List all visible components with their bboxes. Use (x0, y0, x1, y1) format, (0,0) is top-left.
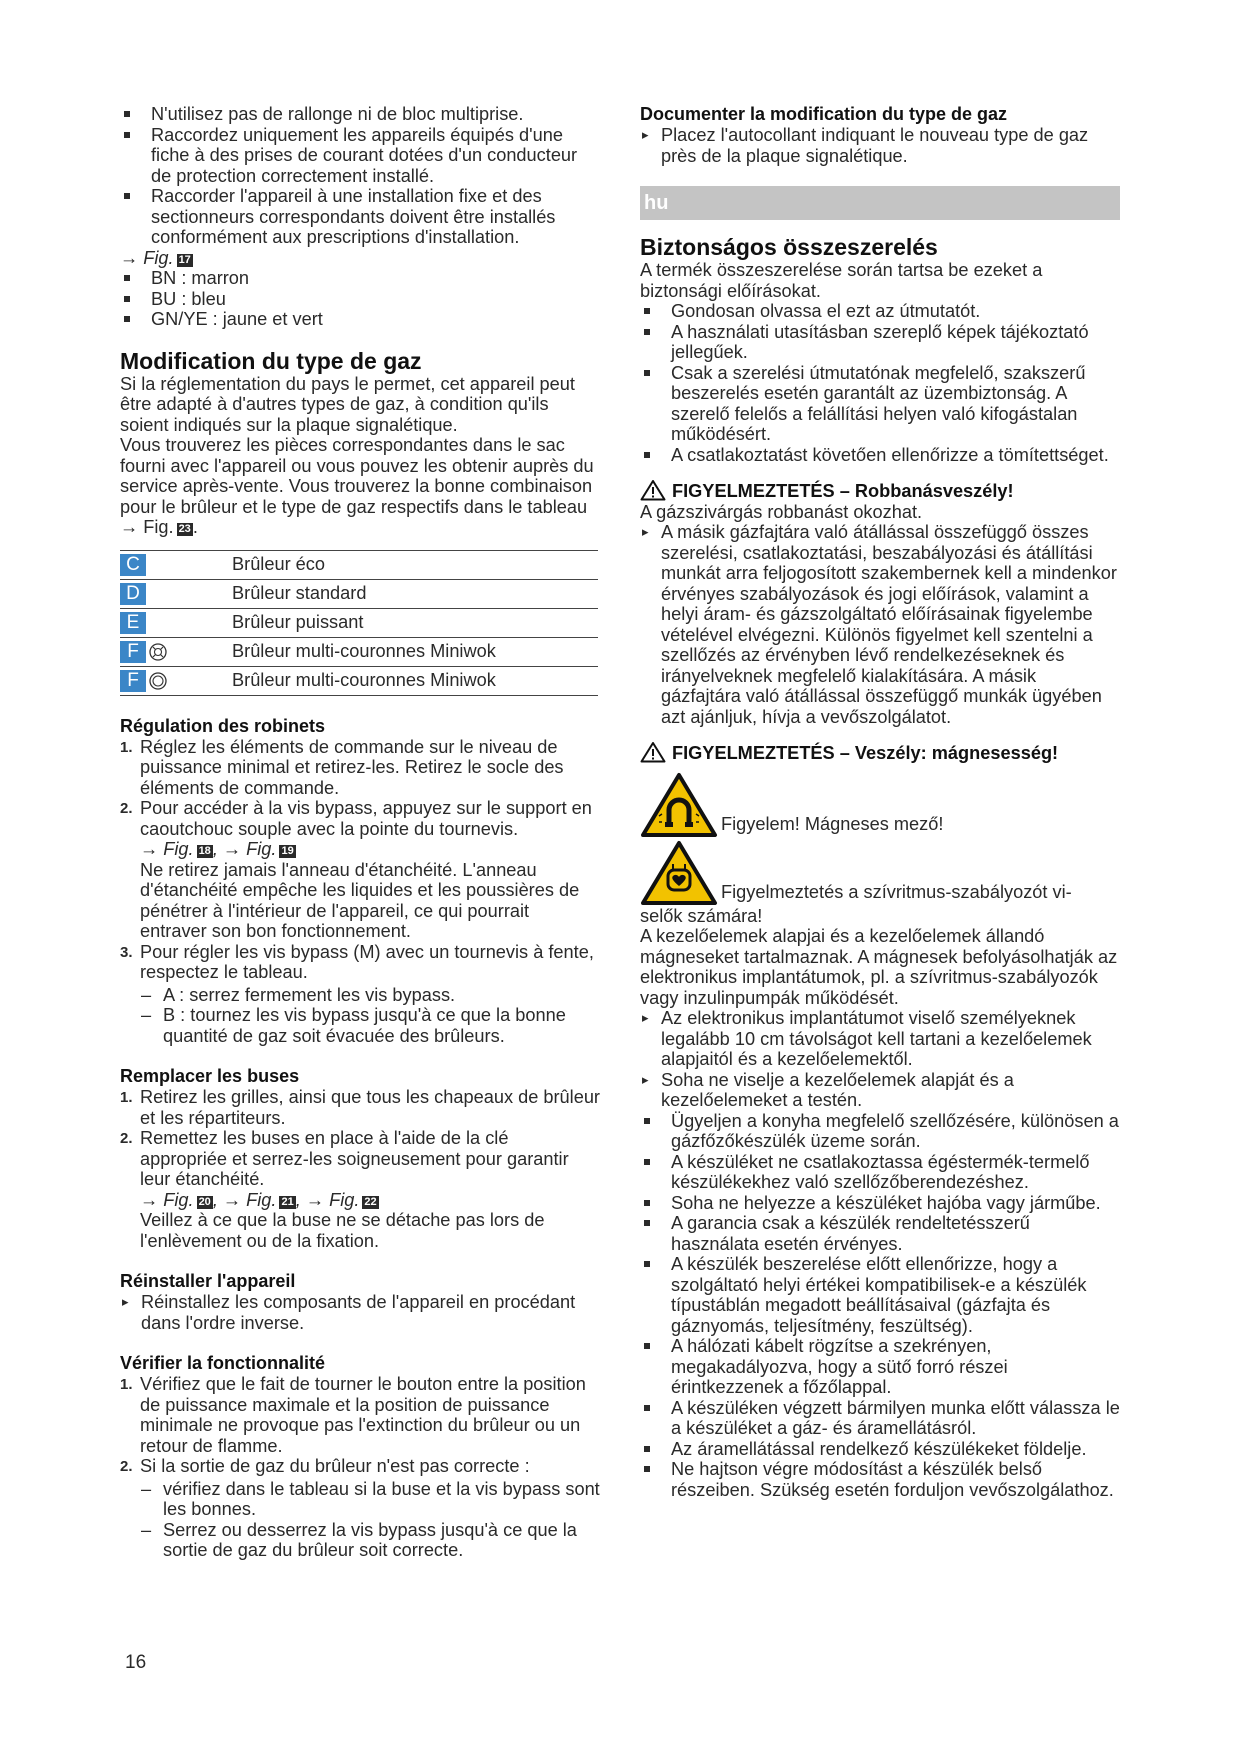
list-item: BU : bleu (120, 289, 600, 310)
burner-code-cell (120, 666, 232, 695)
magnetic-field-sign-text: Figyelem! Mágneses mező! (721, 814, 944, 834)
fig22-badge: 22 (364, 1195, 377, 1208)
pacemaker-warning-sign-icon (640, 840, 718, 906)
list-item (120, 942, 600, 1047)
explosion-warning-heading (640, 479, 1120, 502)
step-note: Veillez à ce que la buse ne se détache pas lors de l'enlèvement ou de la fixation. (140, 1210, 545, 1251)
wire-color-list (120, 268, 600, 330)
regulation-heading: Régulation des robinets (120, 715, 326, 736)
verify-sub-list (140, 1479, 600, 1561)
burner-code-cell (120, 550, 232, 579)
nozzles-steps (120, 1087, 600, 1251)
magnet-para: A kezelőelemek alapjai és a kezelőelemek állandó mágneseket tartalmaznak. A mágnesek befolyásolhatják az elektronikus implantátumok, pl. a szívritmus-szabályozók vagy inzulinpumpák működését. (640, 926, 1118, 1008)
list-item: – vérifiez dans le tableau si la buse et la vis bypass sont les bonnes. (140, 1479, 600, 1520)
table-row (120, 637, 598, 666)
list-item: ▸ Soha ne viselje a kezelőelemek alapját és a kezelőelemeket a testén. (640, 1070, 1120, 1111)
fig-separator: , → Fig. (212, 1189, 277, 1210)
list-item: A használati utasításban szereplő képek tájékoztató jellegűek. (640, 322, 1120, 363)
list-item: Ügyeljen a konyha megfelelő szellőzésére, különösen a gázfőzőkészülék üzeme során. (640, 1111, 1120, 1152)
document-list (640, 125, 1120, 166)
period: . (192, 517, 198, 537)
pacemaker-sign-text-end: selők számára! (640, 905, 763, 926)
list-item: A hálózati kábelt rögzítse a szekrényen, megakadályozva, hogy a sütő forró részei érintkezzenek a főzőlappal. (640, 1336, 1120, 1398)
fig-refs (140, 839, 600, 860)
list-item: Réglez les éléments de commande sur le niveau de puissance minimal et retirez-les. Retirez le socle des éléments de commande. (140, 736, 564, 798)
step-text: Si la sortie de gaz du brûleur n'est pas correcte : (140, 1456, 530, 1476)
burner-label-cell: Brûleur multi-couronnes Miniwok (232, 666, 598, 695)
fig-prefix: → Fig. (140, 839, 194, 859)
burner-code-cell (120, 608, 232, 637)
explosion-warning-intro: A gázszivárgás robbanást okozhat. (640, 501, 923, 522)
list-item: Gondosan olvassa el ezt az útmutatót. (640, 301, 1120, 322)
burner-code-badge: F (120, 670, 146, 692)
step-text: Pour accéder à la vis bypass, appuyez sur le support en caoutchouc souple avec la pointe du tournevis. (140, 798, 592, 839)
burner-code-badge: F (120, 641, 146, 663)
list-item: ▸ Réinstallez les composants de l'appareil en procédant dans l'ordre inverse. (120, 1292, 600, 1333)
burner-label-cell: Brûleur éco (232, 550, 598, 579)
magnet-warning-heading (640, 741, 1120, 764)
fig20-badge: 20 (198, 1195, 211, 1208)
list-item: Raccordez uniquement les appareils équipés d'une fiche à des prises de courant dotées d'un conducteur de protection correctement installé. (120, 125, 600, 187)
burner-code-cell (120, 579, 232, 608)
warning-triangle-icon (640, 479, 666, 501)
final-bullets (640, 1111, 1120, 1501)
step-text: Remettez les buses en place à l'aide de la clé appropriée et serrez-les soigneusement pour garantir leur étanchéité. (140, 1128, 569, 1189)
burner-code-badge: C (120, 554, 146, 576)
list-item: – B : tournez les vis bypass jusqu'à ce que la bonne quantité de gaz soit évacuée des brûleurs. (140, 1005, 600, 1046)
fig-separator: , → Fig. (295, 1189, 360, 1210)
list-item: N'utilisez pas de rallonge ni de bloc multiprise. (120, 104, 600, 125)
fig17-prefix: → Fig. (120, 247, 174, 268)
list-item (120, 1456, 600, 1561)
burner-code-badge: E (120, 612, 146, 634)
list-item: A készüléken végzett bármilyen munka előtt válassza le a készüléket a gáz- és áramellátásról. (640, 1398, 1120, 1439)
list-item: Vérifiez que le fait de tourner le bouton entre la position de puissance maximale et la position de puissance minimale ne provoque pas l'extinction du brûleur ou un retour de flamme. (140, 1374, 586, 1456)
nozzles-heading: Remplacer les buses (120, 1066, 300, 1086)
step3-sub-list (140, 985, 600, 1047)
fig19-badge: 19 (281, 845, 294, 857)
safety-heading: Biztonságos összeszerelés (640, 234, 938, 260)
explosion-warning-title: FIGYELMEZTETÉS – Robbanásveszély! (672, 481, 1014, 501)
intro-bullet-list (120, 104, 600, 248)
list-item: Csak a szerelési útmutatónak megfelelő, szakszerű beszerelés esetén garantált az üzembiztonság. A szerelő felelős a felállítási helyen való kifogástalan működésért. (640, 363, 1120, 445)
fig23-badge: 23 (178, 523, 191, 535)
list-item (120, 1128, 600, 1251)
fig-refs (140, 1190, 600, 1211)
list-item: BN : marron (120, 268, 600, 289)
reinstall-heading: Réinstaller l'appareil (120, 1271, 296, 1291)
list-item: GN/YE : jaune et vert (120, 309, 600, 330)
burner-label-cell: Brûleur multi-couronnes Miniwok (232, 637, 598, 666)
regulation-steps (120, 737, 600, 1047)
table-row (120, 550, 598, 579)
modification-para2 (120, 435, 600, 538)
list-item: Retirez les grilles, ainsi que tous les chapeaux de brûleur et les répartiteurs. (140, 1087, 600, 1128)
list-item: ▸ Az elektronikus implantátumot viselő személyeknek legalább 10 cm távolságot kell tartani a kezelőelemek alapjaitól és a kezelőelemektől. (640, 1008, 1120, 1070)
reinstall-list (120, 1292, 600, 1333)
document-heading: Documenter la modification du type de gaz (640, 104, 1008, 124)
pacemaker-sign-text-start: Figyelmeztetés a szívritmus-szabályozót vi- (721, 882, 1072, 902)
list-item: Az áramellátással rendelkező készülékeket földelje. (640, 1439, 1120, 1460)
burner-code-badge: D (120, 583, 146, 605)
modification-para2-text: Vous trouverez les pièces correspondantes dans le sac fourni avec l'appareil ou vous pouvez les obtenir auprès du service après-vente. Vous trouverez la bonne combinaison pour le brûleur et le type de gaz respectifs dans le tableau → Fig. (120, 435, 594, 537)
multi-crown-burner-icon (148, 642, 168, 662)
list-item: ▸ Placez l'autocollant indiquant le nouveau type de gaz près de la plaque signalétique. (640, 125, 1120, 166)
explosion-warning-list (640, 522, 1120, 727)
safety-bullets (640, 301, 1120, 465)
step-text: Pour régler les vis bypass (M) avec un tournevis à fente, respectez le tableau. (140, 941, 594, 982)
list-item: A garancia csak a készülék rendeltetésszerű használata esetén érvényes. (640, 1213, 1120, 1254)
list-item (120, 798, 600, 942)
list-item: – Serrez ou desserrez la vis bypass jusqu'à ce que la sortie de gaz du brûleur soit correcte. (140, 1520, 600, 1561)
modification-heading: Modification du type de gaz (120, 347, 422, 374)
table-row (120, 579, 598, 608)
left-column (120, 104, 600, 1561)
page-number: 16 (125, 1652, 147, 1673)
burner-label-cell: Brûleur puissant (232, 608, 598, 637)
list-item: A készülék beszerelése előtt ellenőrizze, hogy a szolgáltató helyi értékei kompatibilisek-e a készülék típustáblán megadott beállításaival (gázfajta és gáznyomás, teljesítmény, feszültség). (640, 1254, 1120, 1336)
fig18-badge: 18 (198, 845, 211, 857)
table-row (120, 608, 598, 637)
fig17-badge: 17 (178, 253, 191, 266)
verify-steps (120, 1374, 600, 1561)
list-item: ▸ A másik gázfajtára való átállással összefüggő összes szerelési, csatlakoztatási, beszabályozási és átállítási munkát arra feljogosított szakembernek kell a mindenkor érvényes szabályozások és jogi előírások, valamint a helyi áram- és gázszolgáltató előírásainak figyelembe vételével elvégezni. Különös figyelmet kell szentelni a szellőzés az érvényben lévő rendelkezéseknek és irányelveknek megfelelő kialakítására. A másik gázfajtára való átállással összefüggő munkák ügyében azt ajánljuk, hívja a vevőszolgálatot. (640, 522, 1120, 727)
magnet-warning-title: FIGYELMEZTETÉS – Veszély: mágnesesség! (672, 743, 1059, 763)
modification-para1: Si la réglementation du pays le permet, cet appareil peut être adapté à d'autres types de gaz, à condition qu'ils soient indiqués sur la plaque signalétique. (120, 373, 575, 435)
list-item: Raccorder l'appareil à une installation fixe et des sectionneurs correspondants doivent être installés conformément aux prescriptions d'installation. (120, 186, 600, 248)
fig21-badge: 21 (281, 1195, 294, 1208)
warning-triangle-icon (640, 741, 666, 763)
fig-separator: , → Fig. (212, 839, 277, 859)
right-column (640, 104, 1120, 1500)
magnetic-field-sign-row (640, 772, 1120, 838)
table-row (120, 666, 598, 695)
burner-label-cell: Brûleur standard (232, 579, 598, 608)
pacemaker-sign-row (640, 840, 1120, 906)
fig-prefix: → Fig. (140, 1189, 194, 1210)
step-note: Ne retirez jamais l'anneau d'étanchéité. L'anneau d'étanchéité empêche les liquides et les poussières de pénétrer à l'intérieur de l'appareil, ce qui pourrait entraver son bon fonctionnement. (140, 859, 580, 941)
list-item: – A : serrez fermement les vis bypass. (140, 985, 600, 1006)
burner-table (120, 550, 598, 696)
burner-code-cell (120, 637, 232, 666)
list-item: A készüléket ne csatlakoztassa égéstermék-termelő készülékekhez való szellőzőberendezéshez. (640, 1152, 1120, 1193)
safety-intro: A termék összeszerelése során tartsa be ezeket a biztonsági előírásokat. (640, 260, 1043, 301)
verify-heading: Vérifier la fonctionnalité (120, 1353, 326, 1373)
fig17-ref (120, 248, 600, 269)
language-bar: hu (640, 186, 1120, 220)
list-item: Soha ne helyezze a készüléket hajóba vagy járműbe. (640, 1193, 1120, 1214)
magnetic-field-sign-icon (640, 772, 718, 838)
list-item: A csatlakoztatást követően ellenőrizze a tömítettséget. (640, 445, 1120, 466)
wok-burner-icon (148, 671, 168, 691)
list-item: Ne hajtson végre módosítást a készülék belső részeiben. Szükség esetén forduljon vevőszolgálathoz. (640, 1459, 1120, 1500)
magnet-tri-list (640, 1008, 1120, 1111)
